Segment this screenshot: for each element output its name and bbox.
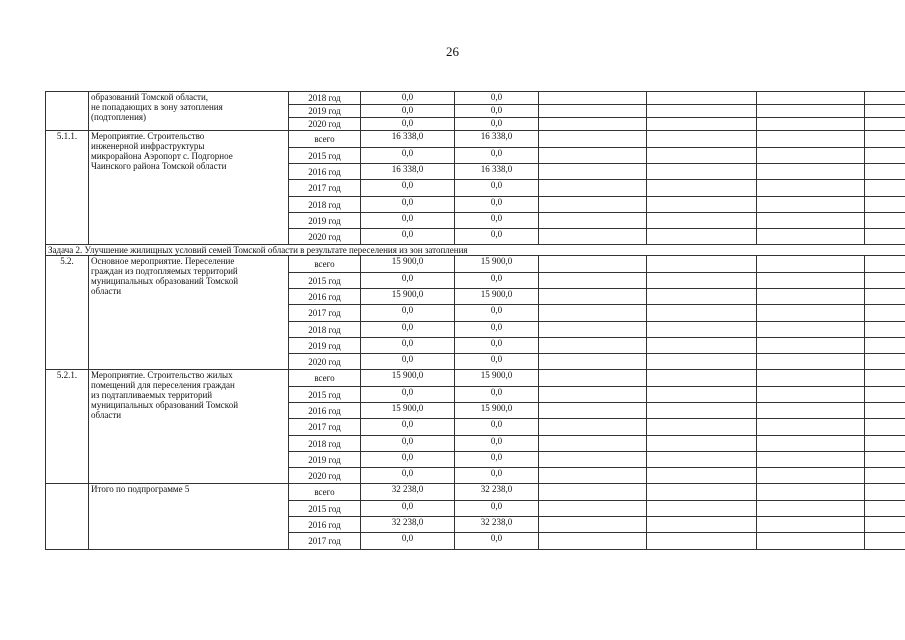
empty-cell [647, 213, 757, 229]
regional-amount: 0,0 [455, 338, 539, 354]
empty-cell [647, 452, 757, 468]
empty-cell [647, 484, 757, 501]
empty-cell [757, 322, 865, 338]
empty-cell [757, 197, 865, 213]
empty-cell [647, 256, 757, 273]
empty-cell [647, 289, 757, 305]
item-number: 5.1.1. [46, 131, 89, 245]
empty-cell [865, 419, 905, 436]
empty-cell [539, 256, 647, 273]
empty-cell [757, 436, 865, 452]
empty-cell [539, 229, 647, 245]
empty-cell [647, 387, 757, 403]
year-cell: 2019 год [289, 452, 361, 468]
empty-cell [539, 105, 647, 118]
total-amount: 0,0 [361, 305, 455, 322]
year-cell: 2017 год [289, 533, 361, 550]
empty-cell [647, 92, 757, 105]
empty-cell [647, 533, 757, 550]
year-cell: 2015 год [289, 273, 361, 289]
empty-cell [865, 164, 905, 180]
empty-cell [757, 517, 865, 533]
empty-cell [647, 517, 757, 533]
regional-amount: 0,0 [455, 148, 539, 164]
total-amount: 15 900,0 [361, 403, 455, 419]
year-cell: 2019 год [289, 213, 361, 229]
empty-cell [539, 180, 647, 197]
year-cell: 2017 год [289, 180, 361, 197]
empty-cell [757, 354, 865, 370]
empty-cell [539, 92, 647, 105]
year-cell: 2018 год [289, 322, 361, 338]
year-cell: 2016 год [289, 289, 361, 305]
regional-amount: 15 900,0 [455, 403, 539, 419]
table-row [46, 256, 905, 273]
year-cell: всего [289, 131, 361, 148]
year-cell: 2015 год [289, 387, 361, 403]
empty-cell [539, 289, 647, 305]
table-row [46, 484, 905, 501]
year-cell: 2016 год [289, 164, 361, 180]
total-amount: 0,0 [361, 213, 455, 229]
empty-cell [865, 289, 905, 305]
total-amount: 0,0 [361, 118, 455, 131]
empty-cell [865, 92, 905, 105]
regional-amount: 16 338,0 [455, 164, 539, 180]
total-amount: 0,0 [361, 387, 455, 403]
regional-amount: 15 900,0 [455, 370, 539, 387]
regional-amount: 32 238,0 [455, 484, 539, 501]
total-amount: 0,0 [361, 501, 455, 517]
item-name: Мероприятие. Строительство жилых помещений для переселения граждан из подтапливаемых территорий муниципальных образований Томской области [89, 370, 289, 484]
regional-amount: 0,0 [455, 213, 539, 229]
empty-cell [865, 338, 905, 354]
empty-cell [757, 452, 865, 468]
empty-cell [647, 229, 757, 245]
empty-cell [757, 118, 865, 131]
year-cell: 2017 год [289, 419, 361, 436]
task-text: Задача 2. Улучшение жилищных условий семей Томской области в результате переселения из зон затопления [46, 245, 905, 256]
item-name: Основное мероприятие. Переселение граждан из подтопляемых территорий муниципальных образований Томской области [89, 256, 289, 370]
empty-cell [865, 256, 905, 273]
empty-cell [757, 92, 865, 105]
table-row [46, 92, 905, 105]
empty-cell [757, 419, 865, 436]
empty-cell [865, 436, 905, 452]
regional-amount: 0,0 [455, 273, 539, 289]
empty-cell [539, 419, 647, 436]
empty-cell [539, 213, 647, 229]
empty-cell [757, 370, 865, 387]
year-cell: 2018 год [289, 92, 361, 105]
empty-cell [647, 436, 757, 452]
total-amount: 32 238,0 [361, 484, 455, 501]
total-amount: 15 900,0 [361, 289, 455, 305]
table-row [46, 370, 905, 387]
regional-amount: 0,0 [455, 354, 539, 370]
empty-cell [647, 148, 757, 164]
empty-cell [539, 131, 647, 148]
year-cell: 2020 год [289, 229, 361, 245]
item-number: 5.2. [46, 256, 89, 370]
total-amount: 0,0 [361, 468, 455, 484]
empty-cell [647, 501, 757, 517]
total-amount: 0,0 [361, 273, 455, 289]
year-cell: всего [289, 256, 361, 273]
empty-cell [647, 370, 757, 387]
year-cell: 2017 год [289, 305, 361, 322]
year-cell: 2019 год [289, 338, 361, 354]
year-cell: 2020 год [289, 354, 361, 370]
regional-amount: 32 238,0 [455, 517, 539, 533]
total-amount: 32 238,0 [361, 517, 455, 533]
empty-cell [539, 403, 647, 419]
empty-cell [647, 197, 757, 213]
regional-amount: 0,0 [455, 533, 539, 550]
item-name: образований Томской области, не попадающих в зону затопления (подтопления) [89, 92, 289, 131]
empty-cell [865, 229, 905, 245]
item-number: 5.2.1. [46, 370, 89, 484]
empty-cell [539, 118, 647, 131]
empty-cell [539, 354, 647, 370]
empty-cell [757, 484, 865, 501]
total-amount: 0,0 [361, 197, 455, 213]
total-amount: 0,0 [361, 419, 455, 436]
regional-amount: 0,0 [455, 387, 539, 403]
empty-cell [757, 131, 865, 148]
total-amount: 0,0 [361, 533, 455, 550]
empty-cell [865, 387, 905, 403]
total-amount: 15 900,0 [361, 370, 455, 387]
empty-cell [865, 533, 905, 550]
year-cell: 2019 год [289, 105, 361, 118]
total-amount: 0,0 [361, 452, 455, 468]
year-cell: 2020 год [289, 468, 361, 484]
empty-cell [865, 354, 905, 370]
empty-cell [757, 403, 865, 419]
empty-cell [865, 370, 905, 387]
regional-amount: 0,0 [455, 105, 539, 118]
regional-amount: 0,0 [455, 452, 539, 468]
empty-cell [647, 354, 757, 370]
year-cell: 2016 год [289, 403, 361, 419]
empty-cell [539, 436, 647, 452]
regional-amount: 0,0 [455, 118, 539, 131]
empty-cell [757, 305, 865, 322]
empty-cell [865, 403, 905, 419]
regional-amount: 0,0 [455, 501, 539, 517]
empty-cell [539, 484, 647, 501]
empty-cell [539, 517, 647, 533]
empty-cell [757, 164, 865, 180]
empty-cell [757, 338, 865, 354]
empty-cell [757, 533, 865, 550]
total-amount: 0,0 [361, 322, 455, 338]
empty-cell [865, 197, 905, 213]
empty-cell [647, 164, 757, 180]
empty-cell [539, 387, 647, 403]
year-cell: 2015 год [289, 501, 361, 517]
empty-cell [647, 273, 757, 289]
empty-cell [865, 131, 905, 148]
year-cell: 2018 год [289, 436, 361, 452]
regional-amount: 0,0 [455, 229, 539, 245]
empty-cell [539, 148, 647, 164]
total-amount: 0,0 [361, 148, 455, 164]
regional-amount: 16 338,0 [455, 131, 539, 148]
empty-cell [865, 468, 905, 484]
empty-cell [539, 322, 647, 338]
year-cell: всего [289, 484, 361, 501]
total-amount: 0,0 [361, 180, 455, 197]
table-row [46, 131, 905, 148]
empty-cell [757, 256, 865, 273]
empty-cell [865, 273, 905, 289]
empty-cell [539, 197, 647, 213]
item-name: Мероприятие. Строительство инженерной инфраструктуры микрорайона Аэропорт с. Подгорное Чаинского района Томской области [89, 131, 289, 245]
empty-cell [539, 501, 647, 517]
total-amount: 15 900,0 [361, 256, 455, 273]
year-cell: 2018 год [289, 197, 361, 213]
item-number [46, 92, 89, 131]
empty-cell [647, 468, 757, 484]
empty-cell [757, 148, 865, 164]
regional-amount: 0,0 [455, 305, 539, 322]
empty-cell [865, 213, 905, 229]
item-name: Итого по подпрограмме 5 [89, 484, 289, 550]
regional-amount: 0,0 [455, 436, 539, 452]
regional-amount: 0,0 [455, 468, 539, 484]
empty-cell [647, 305, 757, 322]
empty-cell [647, 180, 757, 197]
item-number [46, 484, 89, 550]
empty-cell [757, 387, 865, 403]
task-row [46, 245, 905, 256]
total-amount: 0,0 [361, 105, 455, 118]
empty-cell [865, 501, 905, 517]
empty-cell [865, 148, 905, 164]
total-amount: 0,0 [361, 436, 455, 452]
regional-amount: 0,0 [455, 322, 539, 338]
empty-cell [539, 533, 647, 550]
total-amount: 0,0 [361, 229, 455, 245]
empty-cell [865, 484, 905, 501]
empty-cell [757, 105, 865, 118]
empty-cell [647, 131, 757, 148]
empty-cell [539, 468, 647, 484]
page-number: 26 [446, 44, 459, 59]
empty-cell [757, 213, 865, 229]
empty-cell [647, 419, 757, 436]
empty-cell [539, 452, 647, 468]
empty-cell [647, 338, 757, 354]
year-cell: всего [289, 370, 361, 387]
year-cell: 2016 год [289, 517, 361, 533]
empty-cell [865, 118, 905, 131]
empty-cell [539, 305, 647, 322]
empty-cell [647, 403, 757, 419]
empty-cell [539, 370, 647, 387]
empty-cell [757, 289, 865, 305]
empty-cell [647, 105, 757, 118]
total-amount: 0,0 [361, 338, 455, 354]
empty-cell [539, 273, 647, 289]
regional-amount: 15 900,0 [455, 256, 539, 273]
empty-cell [757, 273, 865, 289]
empty-cell [865, 452, 905, 468]
year-cell: 2020 год [289, 118, 361, 131]
empty-cell [865, 322, 905, 338]
total-amount: 16 338,0 [361, 164, 455, 180]
empty-cell [647, 118, 757, 131]
empty-cell [539, 338, 647, 354]
regional-amount: 0,0 [455, 92, 539, 105]
empty-cell [539, 164, 647, 180]
regional-amount: 0,0 [455, 419, 539, 436]
total-amount: 0,0 [361, 354, 455, 370]
empty-cell [865, 180, 905, 197]
empty-cell [865, 517, 905, 533]
empty-cell [757, 468, 865, 484]
empty-cell [757, 501, 865, 517]
regional-amount: 0,0 [455, 197, 539, 213]
year-cell: 2015 год [289, 148, 361, 164]
regional-amount: 15 900,0 [455, 289, 539, 305]
total-amount: 16 338,0 [361, 131, 455, 148]
empty-cell [647, 322, 757, 338]
budget-table [45, 91, 905, 550]
empty-cell [865, 305, 905, 322]
total-amount: 0,0 [361, 92, 455, 105]
empty-cell [757, 180, 865, 197]
empty-cell [865, 105, 905, 118]
regional-amount: 0,0 [455, 180, 539, 197]
empty-cell [757, 229, 865, 245]
